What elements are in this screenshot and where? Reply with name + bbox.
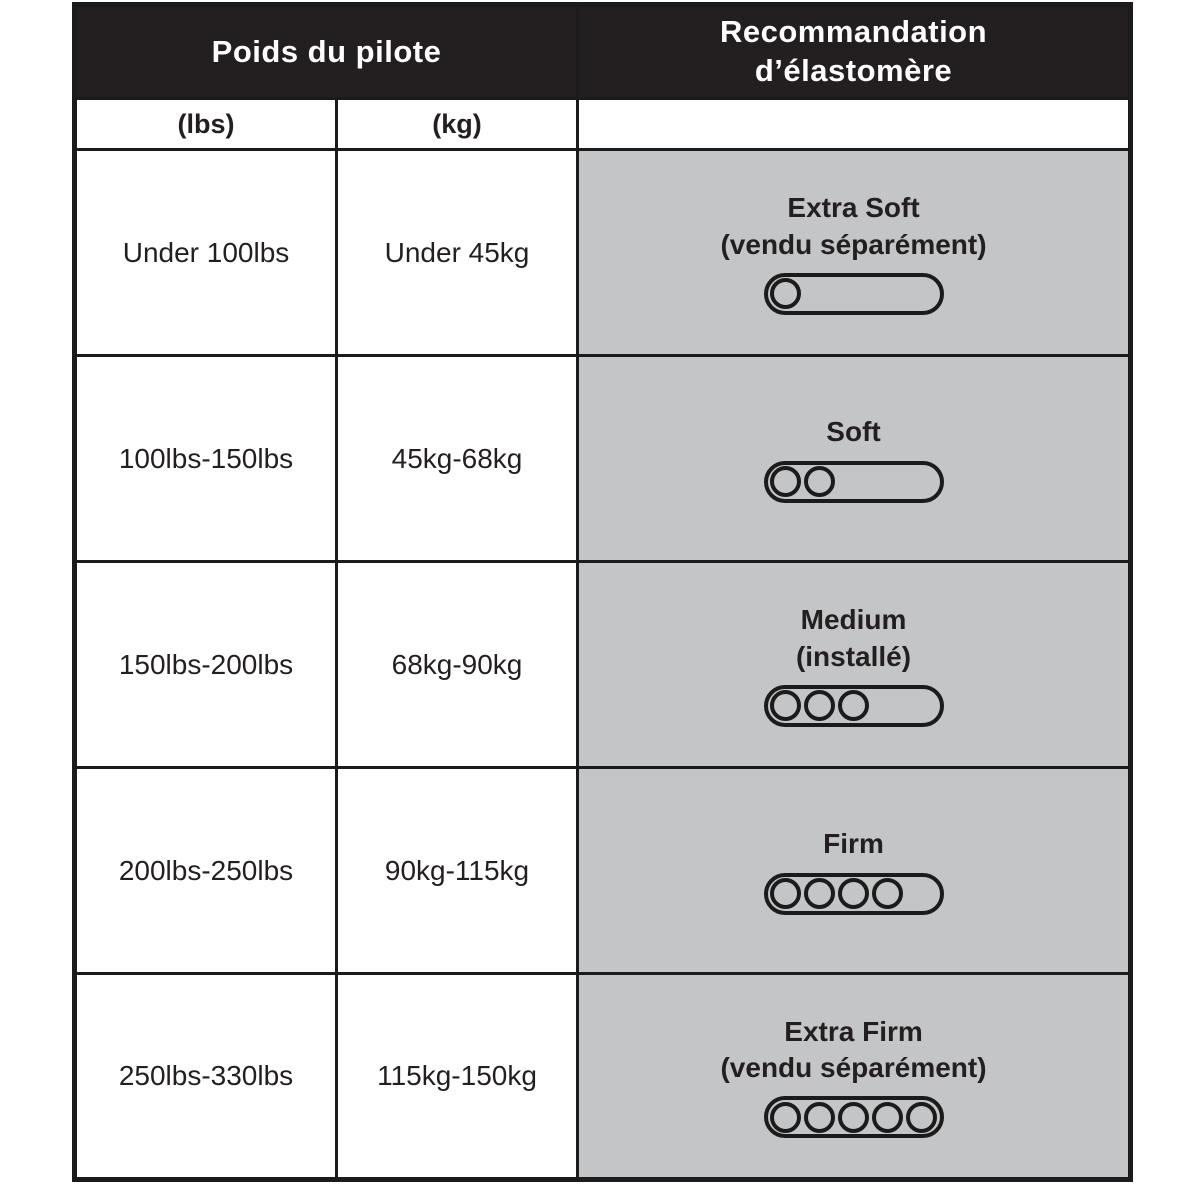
recommendation-cell: [578, 768, 1131, 974]
recommendation-header: [578, 5, 1131, 99]
recommendation-column-header-empty: [578, 99, 1131, 150]
recommendation-cell: [578, 974, 1131, 1180]
elastomer-name: Extra Soft: [787, 192, 920, 224]
elastomer-dot: [804, 878, 835, 909]
recommendation-header-line1: Recommandation: [719, 14, 988, 50]
weight-lbs-cell: 250lbs-330lbs: [75, 974, 337, 1180]
elastomer-dot: [872, 878, 903, 909]
elastomer-dot: [872, 1102, 903, 1133]
elastomer-note: (installé): [795, 640, 912, 672]
table-row: [75, 768, 1131, 974]
recommendation-cell: [578, 150, 1131, 356]
elastomer-dot: [770, 278, 801, 309]
table-row: [75, 974, 1131, 1180]
table-row: [75, 356, 1131, 562]
weight-kg-cell: 68kg-90kg: [337, 562, 578, 768]
elastomer-note: (vendu séparément): [720, 228, 987, 260]
weight-kg-cell: Under 45kg: [337, 150, 578, 356]
rider-weight-header: [75, 5, 578, 99]
elastomer-indicator: [764, 685, 944, 727]
elastomer-indicator: [764, 273, 944, 315]
table-row: [75, 562, 1131, 768]
elastomer-table: [72, 2, 1133, 1182]
elastomer-dot: [906, 1102, 937, 1133]
recommendation-header-line2: d’élastomère: [754, 53, 953, 88]
lbs-column-header: (lbs): [75, 99, 337, 150]
elastomer-dot: [770, 466, 801, 497]
weight-kg-cell: 90kg-115kg: [337, 768, 578, 974]
weight-lbs-cell: 100lbs-150lbs: [75, 356, 337, 562]
elastomer-dot: [770, 1102, 801, 1133]
elastomer-name: Extra Firm: [784, 1015, 923, 1047]
elastomer-name: Soft: [826, 416, 881, 448]
elastomer-indicator: [764, 1096, 944, 1138]
weight-lbs-cell: 200lbs-250lbs: [75, 768, 337, 974]
elastomer-dot: [838, 878, 869, 909]
weight-kg-cell: 115kg-150kg: [337, 974, 578, 1180]
elastomer-dot: [770, 878, 801, 909]
elastomer-dot: [838, 1102, 869, 1133]
elastomer-name: Medium: [800, 604, 907, 636]
recommendation-cell: [578, 356, 1131, 562]
weight-lbs-cell: 150lbs-200lbs: [75, 562, 337, 768]
table-subheader-row: [75, 99, 1131, 150]
elastomer-dot: [770, 690, 801, 721]
weight-lbs-cell: Under 100lbs: [75, 150, 337, 356]
elastomer-indicator: [764, 873, 944, 915]
rider-weight-header-label: Poids du pilote: [211, 33, 442, 69]
elastomer-dot: [804, 1102, 835, 1133]
kg-column-header: (kg): [337, 99, 578, 150]
table-row: [75, 150, 1131, 356]
elastomer-dot: [838, 690, 869, 721]
elastomer-indicator: [764, 461, 944, 503]
elastomer-note: (vendu séparément): [720, 1052, 987, 1083]
elastomer-name: Firm: [823, 828, 884, 860]
table-header-row: [75, 5, 1131, 99]
elastomer-dot: [804, 466, 835, 497]
recommendation-cell: [578, 562, 1131, 768]
elastomer-dot: [804, 690, 835, 721]
weight-kg-cell: 45kg-68kg: [337, 356, 578, 562]
